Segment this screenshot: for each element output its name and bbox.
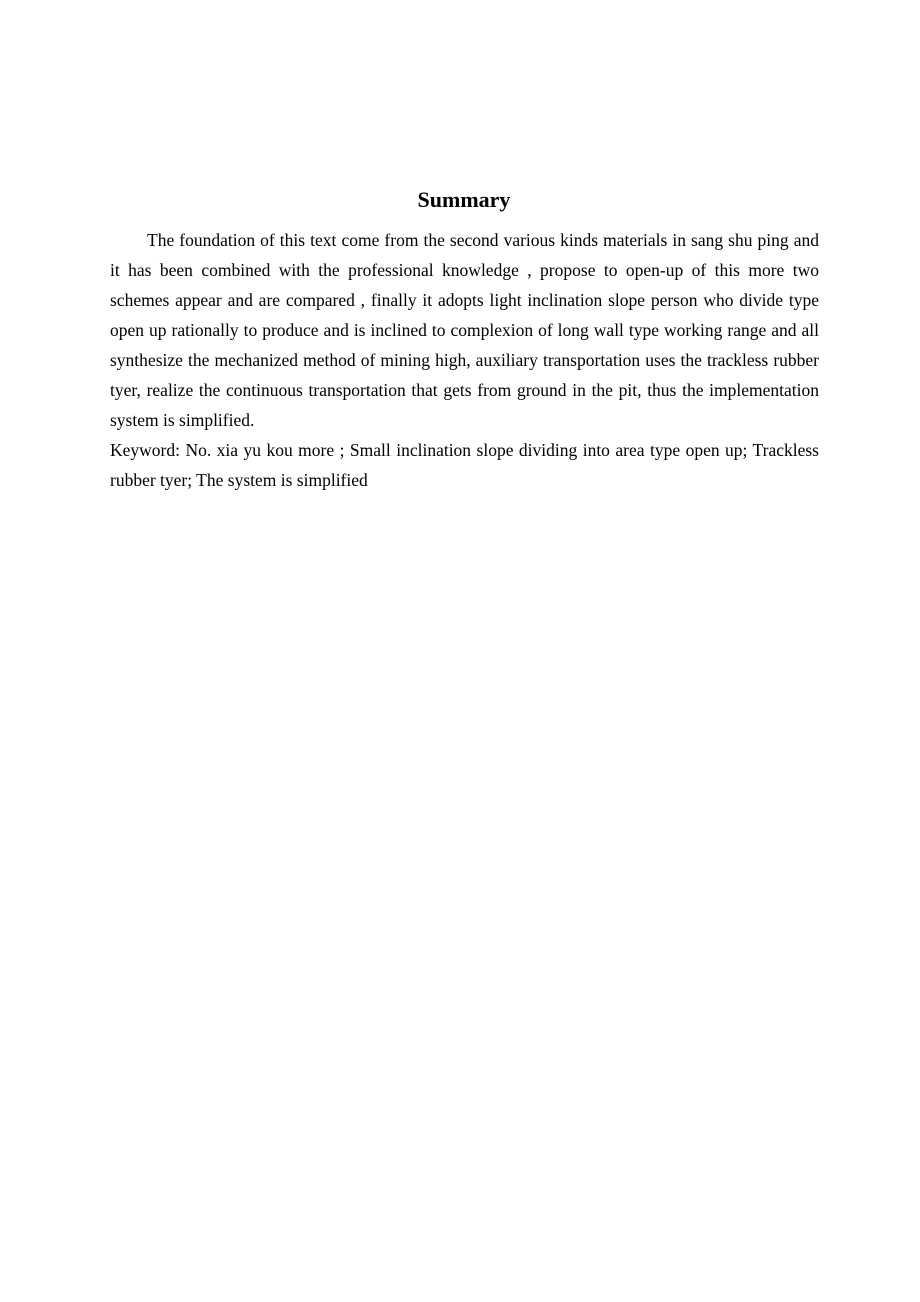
page-title: Summary [417,187,511,212]
summary-body [110,225,819,495]
keywords-paragraph: Keyword: No. xia yu kou more ; Small inclination slope dividing into area type open up; Trackless rubber tyer; The system is simplified [110,440,819,490]
abstract-paragraph: The foundation of this text come from the second various kinds materials in sang shu ping and it has been combined with the professional knowledge , propose to open-up of this more two schemes appear and are compared , finally it adopts light inclination slope person who divide type open up rationally to produce and is inclined to complexion of long wall type working range and all synthesize the mechanized method of mining high, auxiliary transportation uses the trackless rubber tyer, realize the continuous transportation that gets from ground in the pit, thus the implementation system is simplified. [110,230,819,430]
